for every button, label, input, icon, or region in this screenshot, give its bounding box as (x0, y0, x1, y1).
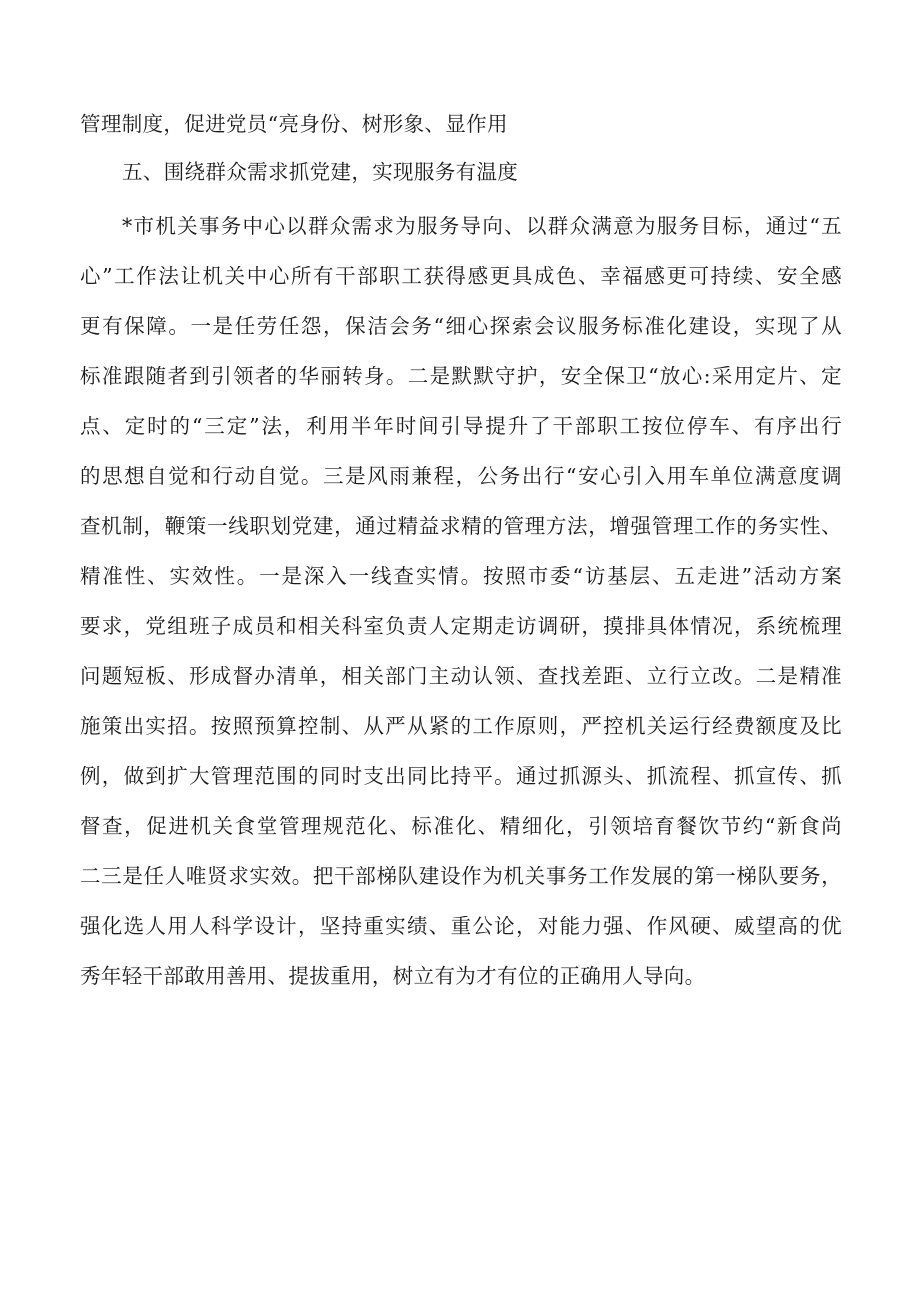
text-line: 督查，促进机关食堂管理规范化、标准化、精细化，引领培育餐饮节约“新食尚 (80, 816, 842, 838)
text-line: 秀年轻干部敢用善用、提拔重用，树立有为才有位的正确用人导向。 (80, 964, 706, 988)
text-line: 更有保障。一是任劳任怨，保洁会务“细心探索会议服务标准化建设，实现了从 (80, 316, 842, 338)
text-line: 精准性、实效性。一是深入一线查实情。按照市委“访基层、五走进”活动方案 (80, 566, 842, 588)
text-line: *市机关事务中心以群众需求为服务导向、以群众满意为服务目标，通过“五 (122, 216, 842, 238)
text-line: 例，做到扩大管理范围的同时支出同比持平。通过抓源头、抓流程、抓宣传、抓 (80, 766, 842, 788)
text-line: 二三是任人唯贤求实效。把干部梯队建设作为机关事务工作发展的第一梯队要务， (80, 866, 842, 888)
text-line: 管理制度，促进党员“亮身份、树形象、显作用 (80, 112, 508, 136)
text-line: 强化选人用人科学设计，坚持重实绩、重公论，对能力强、作风硬、威望高的优 (80, 916, 842, 938)
text-line: 的思想自觉和行动自觉。三是风雨兼程，公务出行“安心引入用车单位满意度调 (80, 466, 842, 488)
text-line: 查机制，鞭策一线职划党建，通过精益求精的管理方法，增强管理工作的务实性、 (80, 516, 842, 538)
text-line: 心”工作法让机关中心所有干部职工获得感更具成色、幸福感更可持续、安全感 (80, 266, 842, 288)
text-line: 点、定时的“三定”法，利用半年时间引导提升了干部职工按位停车、有序出行 (80, 416, 842, 438)
section-heading: 五、围绕群众需求抓党建，实现服务有温度 (122, 160, 519, 184)
text-line: 施策出实招。按照预算控制、从严从紧的工作原则，严控机关运行经费额度及比 (80, 716, 842, 738)
text-line: 标准跟随者到引领者的华丽转身。二是默默守护，安全保卫“放心:采用定片、定 (80, 366, 842, 388)
text-line: 问题短板、形成督办清单，相关部门主动认领、查找差距、立行立改。二是精准 (80, 666, 842, 688)
text-line: 要求，党组班子成员和相关科室负责人定期走访调研，摸排具体情况，系统梳理 (80, 616, 842, 638)
